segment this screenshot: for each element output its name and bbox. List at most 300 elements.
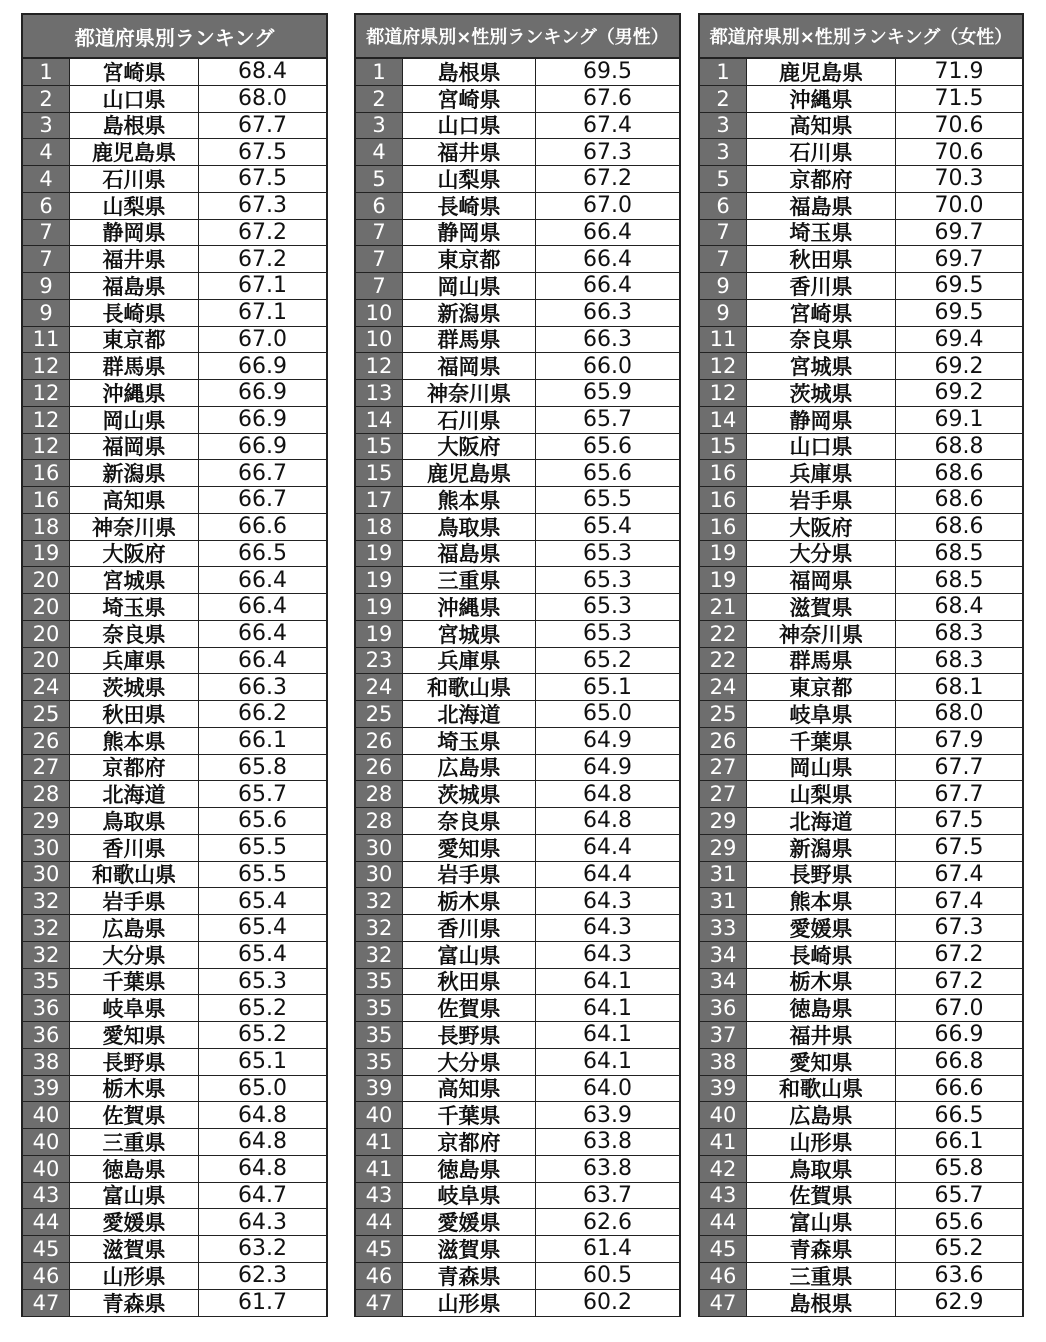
rank-cell: 15 xyxy=(700,434,746,460)
prefecture-cell: 愛知県 xyxy=(746,1049,896,1075)
value-cell: 65.3 xyxy=(536,541,679,567)
rank-cell: 19 xyxy=(356,541,402,567)
table-row xyxy=(700,86,1022,113)
table-row xyxy=(23,1049,326,1076)
rank-cell: 35 xyxy=(356,1022,402,1048)
table-row xyxy=(700,1129,1022,1156)
value-cell: 66.7 xyxy=(199,487,326,513)
value-cell: 64.4 xyxy=(536,835,679,861)
prefecture-cell: 愛媛県 xyxy=(69,1209,199,1235)
rank-cell: 2 xyxy=(23,86,69,112)
value-cell: 70.0 xyxy=(896,193,1022,219)
value-cell: 64.3 xyxy=(536,942,679,968)
rank-cell: 29 xyxy=(700,808,746,834)
value-cell: 62.6 xyxy=(536,1209,679,1235)
value-cell: 70.3 xyxy=(896,166,1022,192)
rank-cell: 45 xyxy=(23,1236,69,1262)
table-row xyxy=(23,353,326,380)
rank-cell: 23 xyxy=(356,648,402,674)
prefecture-cell: 熊本県 xyxy=(746,888,896,914)
table-row xyxy=(700,460,1022,487)
prefecture-cell: 沖縄県 xyxy=(746,86,896,112)
prefecture-cell: 神奈川県 xyxy=(402,380,536,406)
table-row xyxy=(356,1102,679,1129)
prefecture-cell: 鳥取県 xyxy=(402,514,536,540)
rank-cell: 9 xyxy=(700,273,746,299)
rank-cell: 30 xyxy=(23,862,69,888)
table-row xyxy=(356,193,679,220)
prefecture-cell: 鳥取県 xyxy=(746,1156,896,1182)
prefecture-cell: 岡山県 xyxy=(69,407,199,433)
prefecture-cell: 鹿児島県 xyxy=(746,59,896,85)
table-rows xyxy=(356,59,679,1316)
value-cell: 66.2 xyxy=(199,701,326,727)
value-cell: 65.6 xyxy=(536,434,679,460)
rank-cell: 32 xyxy=(23,915,69,941)
table-row xyxy=(700,594,1022,621)
prefecture-cell: 鳥取県 xyxy=(69,808,199,834)
value-cell: 64.8 xyxy=(536,781,679,807)
value-cell: 64.3 xyxy=(199,1209,326,1235)
rank-cell: 4 xyxy=(356,139,402,165)
value-cell: 67.0 xyxy=(896,995,1022,1021)
value-cell: 65.7 xyxy=(536,407,679,433)
rank-cell: 47 xyxy=(356,1290,402,1317)
rank-cell: 24 xyxy=(700,674,746,700)
prefecture-cell: 茨城県 xyxy=(746,380,896,406)
prefecture-cell: 佐賀県 xyxy=(746,1183,896,1209)
prefecture-cell: 北海道 xyxy=(69,781,199,807)
prefecture-cell: 茨城県 xyxy=(402,781,536,807)
value-cell: 66.3 xyxy=(199,674,326,700)
value-cell: 65.5 xyxy=(199,835,326,861)
prefecture-cell: 福井県 xyxy=(69,246,199,272)
value-cell: 68.3 xyxy=(896,621,1022,647)
value-cell: 67.7 xyxy=(199,113,326,139)
table-row xyxy=(356,567,679,594)
value-cell: 66.6 xyxy=(199,514,326,540)
prefecture-cell: 奈良県 xyxy=(402,808,536,834)
prefecture-cell: 東京都 xyxy=(746,674,896,700)
rank-cell: 4 xyxy=(23,166,69,192)
table-row xyxy=(356,1076,679,1103)
value-cell: 66.4 xyxy=(199,648,326,674)
prefecture-cell: 大阪府 xyxy=(746,514,896,540)
value-cell: 67.9 xyxy=(896,728,1022,754)
prefecture-cell: 長崎県 xyxy=(746,942,896,968)
rank-cell: 41 xyxy=(356,1129,402,1155)
table-rows xyxy=(23,59,326,1316)
value-cell: 68.5 xyxy=(896,567,1022,593)
value-cell: 67.4 xyxy=(536,113,679,139)
rank-cell: 20 xyxy=(23,621,69,647)
table-row xyxy=(23,648,326,675)
table-row xyxy=(23,567,326,594)
value-cell: 69.5 xyxy=(536,59,679,85)
table-title: 都道府県別ランキング xyxy=(23,15,326,59)
table-row xyxy=(700,1156,1022,1183)
rank-cell: 39 xyxy=(700,1076,746,1102)
value-cell: 62.3 xyxy=(199,1263,326,1289)
value-cell: 65.1 xyxy=(199,1049,326,1075)
table-row xyxy=(700,995,1022,1022)
rank-cell: 2 xyxy=(356,86,402,112)
table-row xyxy=(23,380,326,407)
table-row xyxy=(356,1022,679,1049)
rank-cell: 25 xyxy=(23,701,69,727)
prefecture-cell: 長野県 xyxy=(402,1022,536,1048)
value-cell: 65.2 xyxy=(896,1236,1022,1262)
rank-cell: 26 xyxy=(356,755,402,781)
prefecture-cell: 群馬県 xyxy=(746,648,896,674)
value-cell: 68.6 xyxy=(896,514,1022,540)
prefecture-cell: 佐賀県 xyxy=(402,995,536,1021)
rank-cell: 19 xyxy=(356,621,402,647)
table-row xyxy=(700,273,1022,300)
value-cell: 65.3 xyxy=(536,594,679,620)
value-cell: 63.2 xyxy=(199,1236,326,1262)
value-cell: 66.4 xyxy=(199,621,326,647)
prefecture-cell: 長野県 xyxy=(746,862,896,888)
rank-cell: 38 xyxy=(700,1049,746,1075)
value-cell: 65.0 xyxy=(199,1076,326,1102)
value-cell: 66.5 xyxy=(199,541,326,567)
table-row xyxy=(356,220,679,247)
rank-cell: 39 xyxy=(356,1076,402,1102)
prefecture-cell: 愛媛県 xyxy=(402,1209,536,1235)
value-cell: 67.0 xyxy=(536,193,679,219)
prefecture-cell: 和歌山県 xyxy=(69,862,199,888)
rank-cell: 29 xyxy=(700,835,746,861)
rank-cell: 12 xyxy=(23,434,69,460)
rank-cell: 30 xyxy=(23,835,69,861)
prefecture-cell: 高知県 xyxy=(402,1076,536,1102)
rank-cell: 30 xyxy=(356,862,402,888)
value-cell: 64.9 xyxy=(536,755,679,781)
prefecture-cell: 愛知県 xyxy=(69,1022,199,1048)
value-cell: 67.3 xyxy=(896,915,1022,941)
prefecture-cell: 大阪府 xyxy=(402,434,536,460)
value-cell: 66.9 xyxy=(199,434,326,460)
table-row xyxy=(700,567,1022,594)
prefecture-cell: 石川県 xyxy=(402,407,536,433)
table-row xyxy=(700,755,1022,782)
value-cell: 65.4 xyxy=(199,915,326,941)
prefecture-cell: 山口県 xyxy=(69,86,199,112)
rank-cell: 28 xyxy=(356,781,402,807)
value-cell: 65.2 xyxy=(199,1022,326,1048)
prefecture-cell: 山梨県 xyxy=(69,193,199,219)
value-cell: 66.3 xyxy=(536,300,679,326)
value-cell: 69.2 xyxy=(896,353,1022,379)
table-row xyxy=(700,380,1022,407)
value-cell: 66.9 xyxy=(199,353,326,379)
table-row xyxy=(700,1236,1022,1263)
table-row xyxy=(700,541,1022,568)
rank-cell: 5 xyxy=(356,166,402,192)
prefecture-cell: 青森県 xyxy=(746,1236,896,1262)
prefecture-cell: 愛媛県 xyxy=(746,915,896,941)
value-cell: 68.6 xyxy=(896,487,1022,513)
table-row xyxy=(700,835,1022,862)
rank-cell: 35 xyxy=(356,1049,402,1075)
value-cell: 64.3 xyxy=(536,888,679,914)
table-row xyxy=(700,327,1022,354)
prefecture-cell: 兵庫県 xyxy=(69,648,199,674)
table-row xyxy=(356,1209,679,1236)
table-row xyxy=(23,835,326,862)
value-cell: 64.1 xyxy=(536,969,679,995)
table-row xyxy=(700,434,1022,461)
rank-cell: 9 xyxy=(700,300,746,326)
table-row xyxy=(23,621,326,648)
rank-cell: 20 xyxy=(23,594,69,620)
table-row xyxy=(23,541,326,568)
table-row xyxy=(356,434,679,461)
value-cell: 65.4 xyxy=(536,514,679,540)
prefecture-cell: 香川県 xyxy=(69,835,199,861)
rank-cell: 21 xyxy=(700,594,746,620)
table-row xyxy=(356,139,679,166)
value-cell: 65.8 xyxy=(199,755,326,781)
rank-cell: 25 xyxy=(356,701,402,727)
rank-cell: 39 xyxy=(23,1076,69,1102)
table-row xyxy=(700,808,1022,835)
table-row xyxy=(700,1102,1022,1129)
value-cell: 61.4 xyxy=(536,1236,679,1262)
rank-cell: 16 xyxy=(23,460,69,486)
value-cell: 66.9 xyxy=(199,380,326,406)
prefecture-cell: 宮崎県 xyxy=(69,59,199,85)
prefecture-cell: 島根県 xyxy=(69,113,199,139)
prefecture-cell: 福岡県 xyxy=(402,353,536,379)
value-cell: 67.4 xyxy=(896,888,1022,914)
rank-cell: 7 xyxy=(356,220,402,246)
table-row xyxy=(23,808,326,835)
prefecture-cell: 奈良県 xyxy=(746,327,896,353)
value-cell: 67.0 xyxy=(199,327,326,353)
rank-cell: 9 xyxy=(23,273,69,299)
rank-cell: 12 xyxy=(23,380,69,406)
rank-cell: 12 xyxy=(356,353,402,379)
prefecture-cell: 山形県 xyxy=(746,1129,896,1155)
value-cell: 68.4 xyxy=(199,59,326,85)
rank-cell: 32 xyxy=(356,942,402,968)
prefecture-cell: 福井県 xyxy=(746,1022,896,1048)
value-cell: 64.3 xyxy=(536,915,679,941)
prefecture-cell: 香川県 xyxy=(746,273,896,299)
table-row xyxy=(356,59,679,86)
table-row xyxy=(23,701,326,728)
rank-cell: 32 xyxy=(356,915,402,941)
table-row xyxy=(23,139,326,166)
prefecture-cell: 北海道 xyxy=(402,701,536,727)
rank-cell: 6 xyxy=(700,193,746,219)
prefecture-cell: 岩手県 xyxy=(746,487,896,513)
prefecture-cell: 長崎県 xyxy=(69,300,199,326)
rank-cell: 33 xyxy=(700,915,746,941)
table-row xyxy=(356,594,679,621)
value-cell: 64.8 xyxy=(199,1102,326,1128)
table-row xyxy=(356,246,679,273)
prefecture-cell: 岩手県 xyxy=(402,862,536,888)
table-row xyxy=(23,246,326,273)
rank-cell: 18 xyxy=(23,514,69,540)
value-cell: 64.1 xyxy=(536,995,679,1021)
value-cell: 68.0 xyxy=(896,701,1022,727)
rank-cell: 26 xyxy=(23,728,69,754)
value-cell: 66.6 xyxy=(896,1076,1022,1102)
rank-cell: 13 xyxy=(356,380,402,406)
rank-cell: 4 xyxy=(23,139,69,165)
rank-cell: 22 xyxy=(700,621,746,647)
rank-cell: 36 xyxy=(700,995,746,1021)
table-row xyxy=(23,1183,326,1210)
prefecture-cell: 山形県 xyxy=(69,1263,199,1289)
rank-cell: 27 xyxy=(23,755,69,781)
value-cell: 66.4 xyxy=(536,246,679,272)
prefecture-cell: 岐阜県 xyxy=(69,995,199,1021)
value-cell: 65.9 xyxy=(536,380,679,406)
prefecture-cell: 神奈川県 xyxy=(69,514,199,540)
prefecture-cell: 新潟県 xyxy=(69,460,199,486)
value-cell: 64.8 xyxy=(199,1129,326,1155)
table-row xyxy=(23,862,326,889)
value-cell: 65.0 xyxy=(536,701,679,727)
table-title: 都道府県別×性別ランキング（男性） xyxy=(356,15,679,59)
rank-cell: 34 xyxy=(700,969,746,995)
table-row xyxy=(700,487,1022,514)
prefecture-cell: 岩手県 xyxy=(69,888,199,914)
rank-cell: 36 xyxy=(23,995,69,1021)
rank-cell: 47 xyxy=(23,1290,69,1317)
ranking-table-overall xyxy=(21,13,328,1317)
prefecture-cell: 沖縄県 xyxy=(402,594,536,620)
rank-cell: 28 xyxy=(356,808,402,834)
prefecture-cell: 栃木県 xyxy=(402,888,536,914)
rank-cell: 14 xyxy=(700,407,746,433)
prefecture-cell: 宮城県 xyxy=(402,621,536,647)
prefecture-cell: 山口県 xyxy=(402,113,536,139)
table-row xyxy=(700,915,1022,942)
value-cell: 65.4 xyxy=(199,942,326,968)
table-row xyxy=(700,407,1022,434)
table-row xyxy=(356,915,679,942)
table-row xyxy=(23,59,326,86)
table-row xyxy=(700,1022,1022,1049)
rank-cell: 43 xyxy=(23,1183,69,1209)
table-row xyxy=(23,915,326,942)
prefecture-cell: 栃木県 xyxy=(69,1076,199,1102)
value-cell: 66.1 xyxy=(896,1129,1022,1155)
rank-cell: 19 xyxy=(23,541,69,567)
rank-cell: 38 xyxy=(23,1049,69,1075)
rank-cell: 2 xyxy=(700,86,746,112)
prefecture-cell: 新潟県 xyxy=(402,300,536,326)
table-row xyxy=(23,193,326,220)
value-cell: 67.5 xyxy=(896,835,1022,861)
value-cell: 63.9 xyxy=(536,1102,679,1128)
table-rows xyxy=(700,59,1022,1316)
rank-cell: 32 xyxy=(356,888,402,914)
value-cell: 66.4 xyxy=(199,567,326,593)
table-row xyxy=(23,995,326,1022)
table-row xyxy=(700,246,1022,273)
value-cell: 68.1 xyxy=(896,674,1022,700)
prefecture-cell: 山梨県 xyxy=(746,781,896,807)
rank-cell: 6 xyxy=(23,193,69,219)
value-cell: 69.2 xyxy=(896,380,1022,406)
prefecture-cell: 山梨県 xyxy=(402,166,536,192)
value-cell: 69.7 xyxy=(896,246,1022,272)
value-cell: 65.7 xyxy=(896,1183,1022,1209)
rank-cell: 36 xyxy=(23,1022,69,1048)
table-row xyxy=(700,621,1022,648)
rank-cell: 12 xyxy=(23,353,69,379)
table-row xyxy=(23,166,326,193)
table-row xyxy=(23,781,326,808)
rank-cell: 46 xyxy=(700,1263,746,1289)
value-cell: 71.5 xyxy=(896,86,1022,112)
value-cell: 67.7 xyxy=(896,755,1022,781)
prefecture-cell: 高知県 xyxy=(69,487,199,513)
value-cell: 67.4 xyxy=(896,862,1022,888)
table-row xyxy=(700,166,1022,193)
table-row xyxy=(356,1156,679,1183)
table-row xyxy=(23,942,326,969)
value-cell: 66.9 xyxy=(199,407,326,433)
table-row xyxy=(356,1049,679,1076)
prefecture-cell: 埼玉県 xyxy=(69,594,199,620)
prefecture-cell: 三重県 xyxy=(746,1263,896,1289)
table-row xyxy=(700,969,1022,996)
prefecture-cell: 山口県 xyxy=(746,434,896,460)
table-row xyxy=(356,835,679,862)
prefecture-cell: 和歌山県 xyxy=(402,674,536,700)
table-row xyxy=(356,942,679,969)
table-row xyxy=(23,273,326,300)
table-row xyxy=(356,808,679,835)
rank-cell: 1 xyxy=(356,59,402,85)
prefecture-cell: 福岡県 xyxy=(69,434,199,460)
prefecture-cell: 徳島県 xyxy=(69,1156,199,1182)
value-cell: 66.9 xyxy=(896,1022,1022,1048)
rank-cell: 46 xyxy=(356,1263,402,1289)
table-row xyxy=(23,434,326,461)
table-row xyxy=(700,113,1022,140)
rank-cell: 31 xyxy=(700,862,746,888)
table-row xyxy=(356,86,679,113)
table-row xyxy=(23,1022,326,1049)
rank-cell: 43 xyxy=(700,1183,746,1209)
value-cell: 68.0 xyxy=(199,86,326,112)
rank-cell: 32 xyxy=(23,942,69,968)
value-cell: 65.8 xyxy=(896,1156,1022,1182)
prefecture-cell: 埼玉県 xyxy=(746,220,896,246)
rank-cell: 3 xyxy=(700,113,746,139)
value-cell: 68.3 xyxy=(896,648,1022,674)
value-cell: 63.6 xyxy=(896,1263,1022,1289)
rank-cell: 40 xyxy=(700,1102,746,1128)
prefecture-cell: 福岡県 xyxy=(746,567,896,593)
table-row xyxy=(700,220,1022,247)
prefecture-cell: 兵庫県 xyxy=(746,460,896,486)
table-row xyxy=(23,1102,326,1129)
prefecture-cell: 宮崎県 xyxy=(746,300,896,326)
value-cell: 65.2 xyxy=(199,995,326,1021)
rank-cell: 41 xyxy=(356,1156,402,1182)
prefecture-cell: 京都府 xyxy=(746,166,896,192)
